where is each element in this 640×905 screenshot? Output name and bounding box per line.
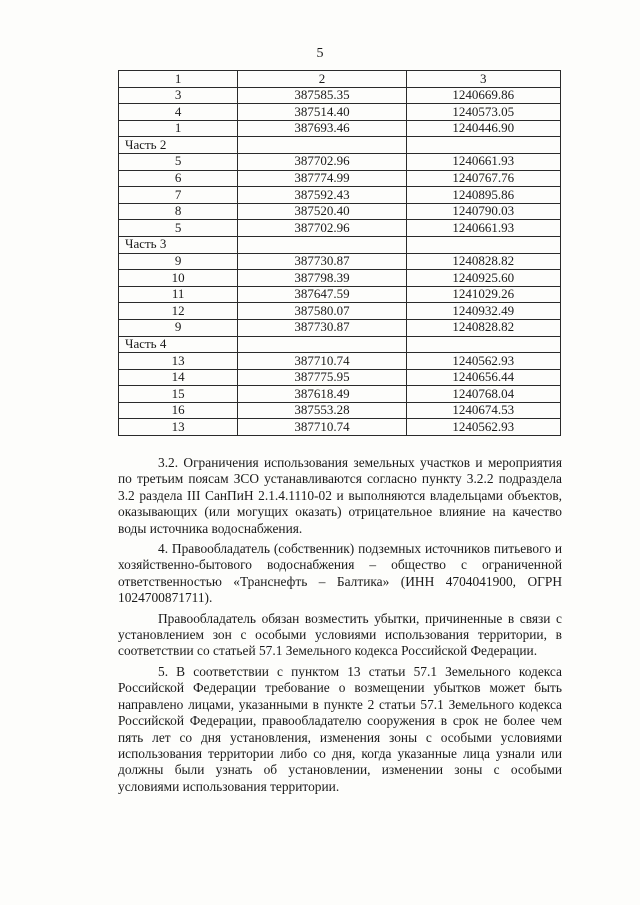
table-cell: 1240661.93 — [406, 153, 560, 170]
table-cell: 1240656.44 — [406, 369, 560, 386]
table-cell: 387702.96 — [238, 220, 406, 237]
table-row — [119, 402, 561, 419]
table-cell: 1240828.82 — [406, 319, 560, 336]
table-cell: 387580.07 — [238, 303, 406, 320]
table-cell: 7 — [119, 187, 238, 204]
table-cell: 5 — [119, 220, 238, 237]
table-part-row — [119, 336, 561, 353]
table-cell: 1240767.76 — [406, 170, 560, 187]
table-header-cell: 1 — [119, 71, 238, 88]
table-row — [119, 153, 561, 170]
table-row — [119, 220, 561, 237]
table-part-label: Часть 2 — [119, 137, 238, 154]
table-row — [119, 286, 561, 303]
table-part-label: Часть 4 — [119, 336, 238, 353]
table-cell: 387592.43 — [238, 187, 406, 204]
table-cell: 3 — [119, 87, 238, 104]
table-cell: 1 — [119, 120, 238, 137]
table-cell: 387693.46 — [238, 120, 406, 137]
table-row — [119, 120, 561, 137]
table-row — [119, 319, 561, 336]
table-cell: 4 — [119, 104, 238, 121]
table-cell: 1240573.05 — [406, 104, 560, 121]
table-cell: 387618.49 — [238, 386, 406, 403]
table-cell: 1240446.90 — [406, 120, 560, 137]
table-cell — [406, 137, 560, 154]
table-cell: 387514.40 — [238, 104, 406, 121]
table-cell: 13 — [119, 353, 238, 370]
table-row — [119, 419, 561, 436]
table-row — [119, 203, 561, 220]
table-cell: 387775.95 — [238, 369, 406, 386]
paragraph-compensation: Правообладатель обязан возместить убытки, причиненные в связи с установлением зон с особыми условиями использования территории, в соответствии со статьей 57.1 Земельного кодекса Российской Федерации. — [118, 610, 562, 659]
table-cell: 387730.87 — [238, 253, 406, 270]
table-cell: 387702.96 — [238, 153, 406, 170]
table-cell: 6 — [119, 170, 238, 187]
table-cell: 16 — [119, 402, 238, 419]
body-text — [118, 455, 562, 797]
table-cell: 387774.99 — [238, 170, 406, 187]
table-cell: 12 — [119, 303, 238, 320]
table-cell: 9 — [119, 319, 238, 336]
page-number: 5 — [316, 46, 324, 61]
table-row — [119, 353, 561, 370]
table-cell: 10 — [119, 270, 238, 287]
coordinates-table-body — [119, 71, 561, 436]
table-cell: 387798.39 — [238, 270, 406, 287]
coordinates-table — [118, 70, 561, 436]
table-cell: 387520.40 — [238, 203, 406, 220]
table-cell: 1240790.03 — [406, 203, 560, 220]
table-row — [119, 253, 561, 270]
table-part-row — [119, 236, 561, 253]
table-cell — [238, 137, 406, 154]
table-cell: 1240932.49 — [406, 303, 560, 320]
table-cell: 387710.74 — [238, 419, 406, 436]
table-cell: 11 — [119, 286, 238, 303]
table-cell: 387585.35 — [238, 87, 406, 104]
table-row — [119, 386, 561, 403]
paragraph-3-2: 3.2. Ограничения использования земельных участков и мероприятия по третьим поясам ЗСО устанавливаются согласно пункту 3.2.2 подраздела 3.2 раздела III СанПиН 2.1.4.1110-02 и выполняются владельцами объектов, оказывающих (или могущих оказать) отрицательное влияние на качество воды источника водоснабжения. — [118, 455, 562, 536]
table-part-row — [119, 137, 561, 154]
table-cell — [406, 236, 560, 253]
table-cell: 1240674.53 — [406, 402, 560, 419]
table-cell: 1240661.93 — [406, 220, 560, 237]
table-row — [119, 187, 561, 204]
table-cell: 9 — [119, 253, 238, 270]
table-header-row — [119, 71, 561, 88]
table-header-cell: 2 — [238, 71, 406, 88]
table-cell: 387553.28 — [238, 402, 406, 419]
table-cell: 387710.74 — [238, 353, 406, 370]
table-row — [119, 104, 561, 121]
table-cell: 14 — [119, 369, 238, 386]
table-cell: 5 — [119, 153, 238, 170]
table-cell: 13 — [119, 419, 238, 436]
table-header-cell: 3 — [406, 71, 560, 88]
paragraph-5: 5. В соответствии с пунктом 13 статьи 57.1 Земельного кодекса Российской Федерации требование о возмещении убытков может быть направлено лицами, указанными в пункте 2 статьи 57.1 Земельного кодекса Российской Федерации, правообладателю сооружения в срок не более чем пять лет со дня установления, изменения зоны с особыми условиями использования территории либо со дня, когда указанные лица узнали или должны были узнать об установлении, изменении зоны с особыми условиями использования территории. — [118, 663, 562, 794]
table-row — [119, 369, 561, 386]
table-cell: 1240925.60 — [406, 270, 560, 287]
table-cell: 1241029.26 — [406, 286, 560, 303]
table-cell: 8 — [119, 203, 238, 220]
table-cell: 1240895.86 — [406, 187, 560, 204]
table-cell: 387647.59 — [238, 286, 406, 303]
table-cell: 1240768.04 — [406, 386, 560, 403]
table-cell — [406, 336, 560, 353]
table-row — [119, 270, 561, 287]
table-cell: 387730.87 — [238, 319, 406, 336]
table-cell: 1240669.86 — [406, 87, 560, 104]
table-cell — [238, 236, 406, 253]
table-cell: 1240562.93 — [406, 419, 560, 436]
table-part-label: Часть 3 — [119, 236, 238, 253]
table-cell — [238, 336, 406, 353]
table-cell: 15 — [119, 386, 238, 403]
table-row — [119, 303, 561, 320]
paragraph-4: 4. Правообладатель (собственник) подземных источников питьевого и хозяйственно-бытового водоснабжения – общество с ограниченной ответственностью «Транснефть – Балтика» (ИНН 4704041900, ОГРН 1024700871711). — [118, 541, 562, 606]
table-cell: 1240828.82 — [406, 253, 560, 270]
table-cell: 1240562.93 — [406, 353, 560, 370]
table-row — [119, 170, 561, 187]
table-row — [119, 87, 561, 104]
